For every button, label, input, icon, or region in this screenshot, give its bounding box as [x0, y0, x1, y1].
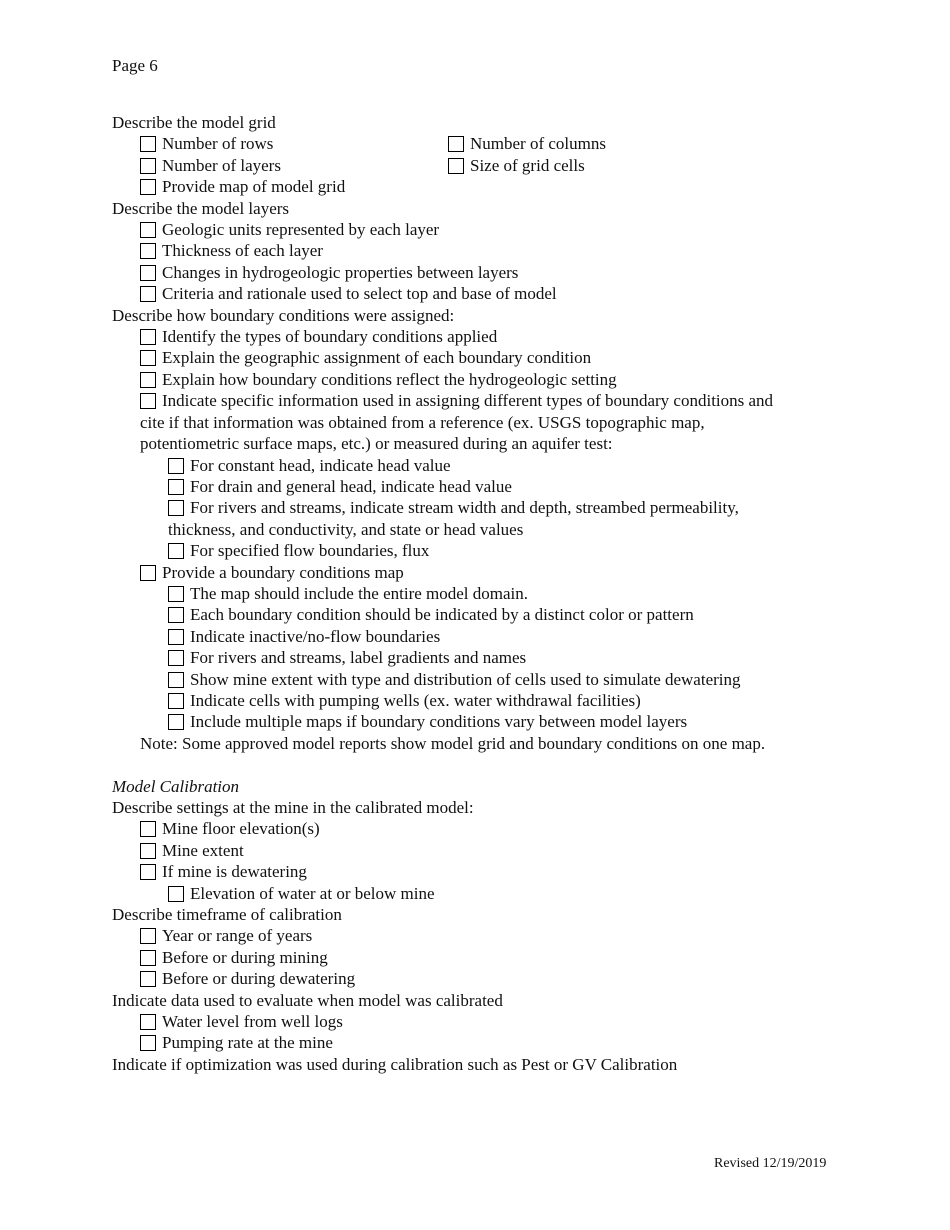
checkbox[interactable]: [168, 458, 184, 474]
boundary-heading: Describe how boundary conditions were assigned:: [112, 305, 455, 325]
list-item: [112, 647, 852, 668]
checklist-content: [112, 112, 852, 1075]
checkbox[interactable]: [448, 136, 464, 152]
page-number: Page 6: [112, 56, 158, 75]
checkbox[interactable]: [168, 629, 184, 645]
checkbox[interactable]: [140, 928, 156, 944]
checkbox[interactable]: [168, 543, 184, 559]
checkbox[interactable]: [168, 714, 184, 730]
checkbox[interactable]: [140, 136, 156, 152]
optimization-text: Indicate if optimization was used during calibration such as Pest or GV Calibration: [112, 1054, 678, 1074]
grid-layers-label: Number of layers: [162, 155, 281, 175]
grid-row-1: [112, 133, 852, 154]
checkbox[interactable]: [140, 265, 156, 281]
checkbox[interactable]: [140, 950, 156, 966]
list-item-label: Show mine extent with type and distribution of cells used to simulate dewatering: [190, 669, 741, 689]
layers-heading: Describe the model layers: [112, 198, 290, 218]
list-item-label: Indicate specific information used in assigning different types of boundary conditions and: [162, 391, 774, 411]
checkbox[interactable]: [140, 329, 156, 345]
checkbox[interactable]: [448, 158, 464, 174]
list-item-label: For rivers and streams, label gradients and names: [190, 648, 527, 668]
boundary-note: Note: Some approved model reports show model grid and boundary conditions on one map.: [140, 733, 766, 753]
list-item: [112, 947, 852, 968]
checkbox[interactable]: [168, 500, 184, 516]
list-item: [112, 240, 852, 261]
list-item: [112, 968, 852, 989]
list-item-label: Changes in hydrogeologic properties between layers: [162, 262, 519, 282]
settings-heading: Describe settings at the mine in the calibrated model:: [112, 797, 474, 817]
list-item: [112, 347, 852, 368]
list-item: [112, 476, 852, 497]
checkbox[interactable]: [168, 650, 184, 666]
list-item-label: Water level from well logs: [162, 1012, 343, 1032]
checkbox[interactable]: [140, 1035, 156, 1051]
list-item: [112, 390, 852, 411]
checkbox[interactable]: [168, 586, 184, 602]
list-item: [112, 669, 852, 690]
list-item: [112, 283, 852, 304]
checkbox[interactable]: [140, 971, 156, 987]
checkbox[interactable]: [140, 350, 156, 366]
grid-row-2: [112, 155, 852, 176]
list-item-label: Before or during dewatering: [162, 969, 356, 989]
list-item: [112, 262, 852, 283]
checkbox[interactable]: [140, 158, 156, 174]
list-item-label: If mine is dewatering: [162, 862, 307, 882]
list-item: [112, 883, 852, 904]
list-item-label: Year or range of years: [162, 926, 313, 946]
list-item-label: Pumping rate at the mine: [162, 1033, 333, 1053]
list-item-label: Explain how boundary conditions reflect the hydrogeologic setting: [162, 369, 617, 389]
list-item: [112, 497, 852, 518]
checkbox[interactable]: [140, 243, 156, 259]
checkbox[interactable]: [140, 286, 156, 302]
checkbox[interactable]: [168, 479, 184, 495]
list-item: [112, 711, 852, 732]
checkbox[interactable]: [140, 565, 156, 581]
list-item: [112, 562, 852, 583]
list-item-continuation: thickness, and conductivity, and state or head values: [168, 519, 524, 539]
checkbox[interactable]: [140, 1014, 156, 1030]
section-title: Model Calibration: [112, 776, 240, 796]
list-item: [112, 690, 852, 711]
list-item-continuation: potentiometric surface maps, etc.) or measured during an aquifer test:: [140, 434, 613, 454]
checkbox[interactable]: [140, 372, 156, 388]
list-item: [112, 840, 852, 861]
list-item-label: Provide a boundary conditions map: [162, 562, 404, 582]
list-item: [112, 455, 852, 476]
checkbox[interactable]: [168, 672, 184, 688]
checkbox[interactable]: [140, 843, 156, 859]
list-item: [112, 369, 852, 390]
spacer: [112, 754, 852, 775]
list-item-label: Each boundary condition should be indicated by a distinct color or pattern: [190, 605, 694, 625]
grid-map-label: Provide map of model grid: [162, 177, 346, 197]
list-item: [112, 861, 852, 882]
checkbox[interactable]: [140, 864, 156, 880]
list-item-label: For drain and general head, indicate head value: [190, 476, 512, 496]
list-item-label: Thickness of each layer: [162, 241, 323, 261]
list-item: [112, 925, 852, 946]
grid-map-item: [112, 176, 852, 197]
checkbox[interactable]: [140, 393, 156, 409]
list-item: [112, 1032, 852, 1053]
list-item-label: Geologic units represented by each layer: [162, 220, 440, 240]
list-item: [112, 219, 852, 240]
list-item-label: Include multiple maps if boundary conditions vary between model layers: [190, 712, 688, 732]
list-item-label: Indicate cells with pumping wells (ex. water withdrawal facilities): [190, 690, 641, 710]
list-item: [112, 1011, 852, 1032]
list-item: [112, 604, 852, 625]
list-item-label: Mine floor elevation(s): [162, 819, 320, 839]
checkbox[interactable]: [168, 607, 184, 623]
list-item-label: The map should include the entire model domain.: [190, 583, 529, 603]
list-item-label: Criteria and rationale used to select top and base of model: [162, 284, 557, 304]
list-item: [112, 583, 852, 604]
list-item: [112, 818, 852, 839]
timeframe-heading: Describe timeframe of calibration: [112, 905, 342, 925]
list-item-continuation: cite if that information was obtained from a reference (ex. USGS topographic map,: [140, 412, 705, 432]
grid-rows-label: Number of rows: [162, 134, 274, 154]
list-item-label: For rivers and streams, indicate stream width and depth, streambed permeability,: [190, 498, 739, 518]
list-item-label: Elevation of water at or below mine: [190, 883, 435, 903]
list-item: [112, 626, 852, 647]
grid-columns-label: Number of columns: [470, 134, 606, 154]
grid-cells-label: Size of grid cells: [470, 155, 585, 175]
list-item-label: Before or during mining: [162, 947, 328, 967]
list-item-label: For specified flow boundaries, flux: [190, 541, 430, 561]
list-item-label: Identify the types of boundary conditions applied: [162, 327, 498, 347]
checkbox[interactable]: [140, 821, 156, 837]
list-item-label: For constant head, indicate head value: [190, 455, 451, 475]
checkbox[interactable]: [168, 886, 184, 902]
revision-date: Revised 12/19/2019: [714, 1156, 827, 1171]
list-item: [112, 540, 852, 561]
list-item-label: Explain the geographic assignment of each boundary condition: [162, 348, 592, 368]
grid-heading: Describe the model grid: [112, 113, 276, 132]
list-item: [112, 326, 852, 347]
list-item-label: Indicate inactive/no-flow boundaries: [190, 626, 441, 646]
data-heading: Indicate data used to evaluate when model was calibrated: [112, 990, 503, 1010]
checkbox[interactable]: [140, 222, 156, 238]
checkbox[interactable]: [168, 693, 184, 709]
checkbox[interactable]: [140, 179, 156, 195]
list-item-label: Mine extent: [162, 840, 244, 860]
